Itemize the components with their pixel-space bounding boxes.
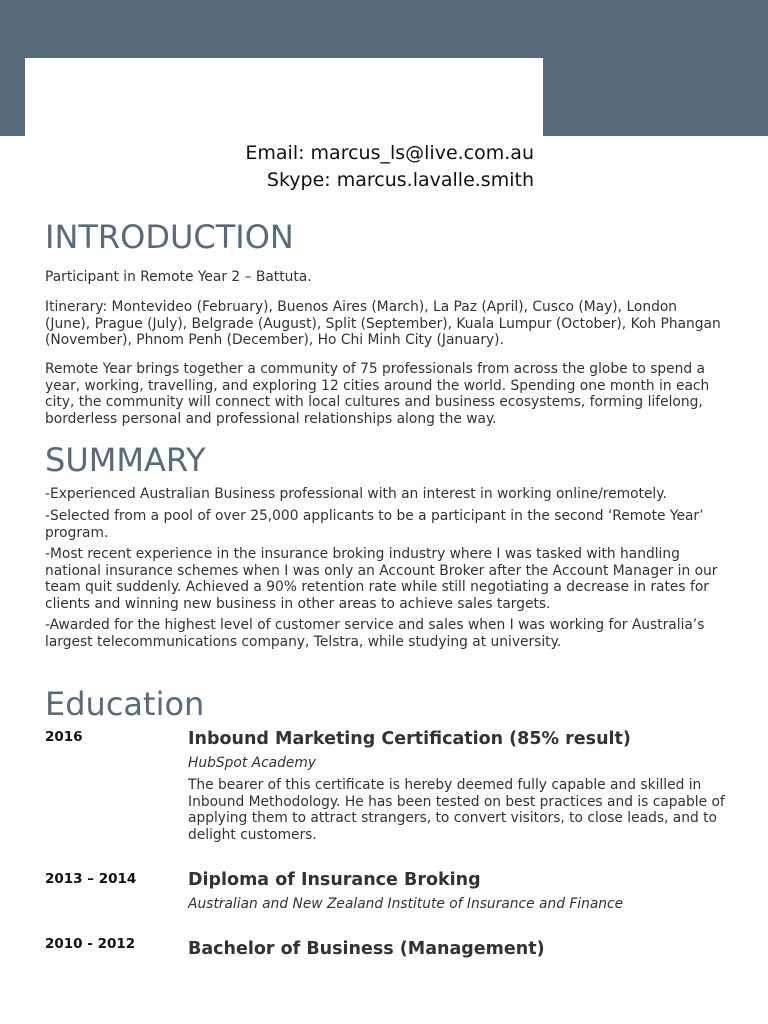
summary-item: -Experienced Australian Business professional with an interest in working online/remotely. — [45, 486, 667, 502]
intro-paragraph: Remote Year brings together a community of 75 professionals from across the globe to spend a year, working, travelling, and exploring 12 cities around the world. Spending one month in each city, the community will connect with local cultures and business ecosystems, forming lifelong, borderless personal and professional relationships along the way. — [45, 361, 710, 427]
education-institution: Australian and New Zealand Institute of Insurance and Finance — [188, 896, 624, 912]
education-description: The bearer of this certificate is hereby deemed fully capable and skilled in Inbound Methodology. He has been tested on best practices and is capable of applying them to attract strangers, to convert visitors, to close leads, and to delight customers. — [188, 777, 725, 843]
education-institution: HubSpot Academy — [188, 755, 316, 771]
introduction-heading: INTRODUCTION — [45, 218, 294, 256]
skype-line: Skype: marcus.lavalle.smith — [266, 169, 534, 191]
summary-heading: SUMMARY — [45, 441, 206, 479]
education-title: Diploma of Insurance Broking — [188, 870, 481, 890]
education-years: 2013 – 2014 — [45, 871, 137, 887]
contact-block — [245, 140, 534, 194]
education-title: Bachelor of Business (Management) — [188, 939, 545, 959]
intro-paragraph: Participant in Remote Year 2 – Battuta. — [45, 269, 312, 285]
summary-item: -Selected from a pool of over 25,000 applicants to be a participant in the second ‘Remote Year’ program. — [45, 508, 704, 541]
email-line: Email: marcus_ls@live.com.au — [245, 142, 534, 164]
intro-paragraph: Itinerary: Montevideo (February), Buenos Aires (March), La Paz (April), Cusco (May), London (June), Prague (July), Belgrade (August), Split (September), Kuala Lumpur (October), Koh Phangan (November), Phnom Penh (December), Ho Chi Minh City (January). — [45, 299, 721, 348]
education-title: Inbound Marketing Certification (85% result) — [188, 729, 631, 749]
summary-item: -Most recent experience in the insurance broking industry where I was tasked with handling national insurance schemes when I was only an Account Broker after the Account Manager in our team quit suddenly. Achieved a 90% retention rate while still negotiating a decrease in rates for clients and winning new business in other areas to achieve sales targets. — [45, 546, 718, 612]
education-years: 2010 - 2012 — [45, 936, 136, 952]
education-years: 2016 — [45, 729, 83, 745]
summary-item: -Awarded for the highest level of customer service and sales when I was working for Australia’s largest telecommunications company, Telstra, while studying at university. — [45, 617, 705, 650]
education-heading: Education — [45, 685, 205, 723]
